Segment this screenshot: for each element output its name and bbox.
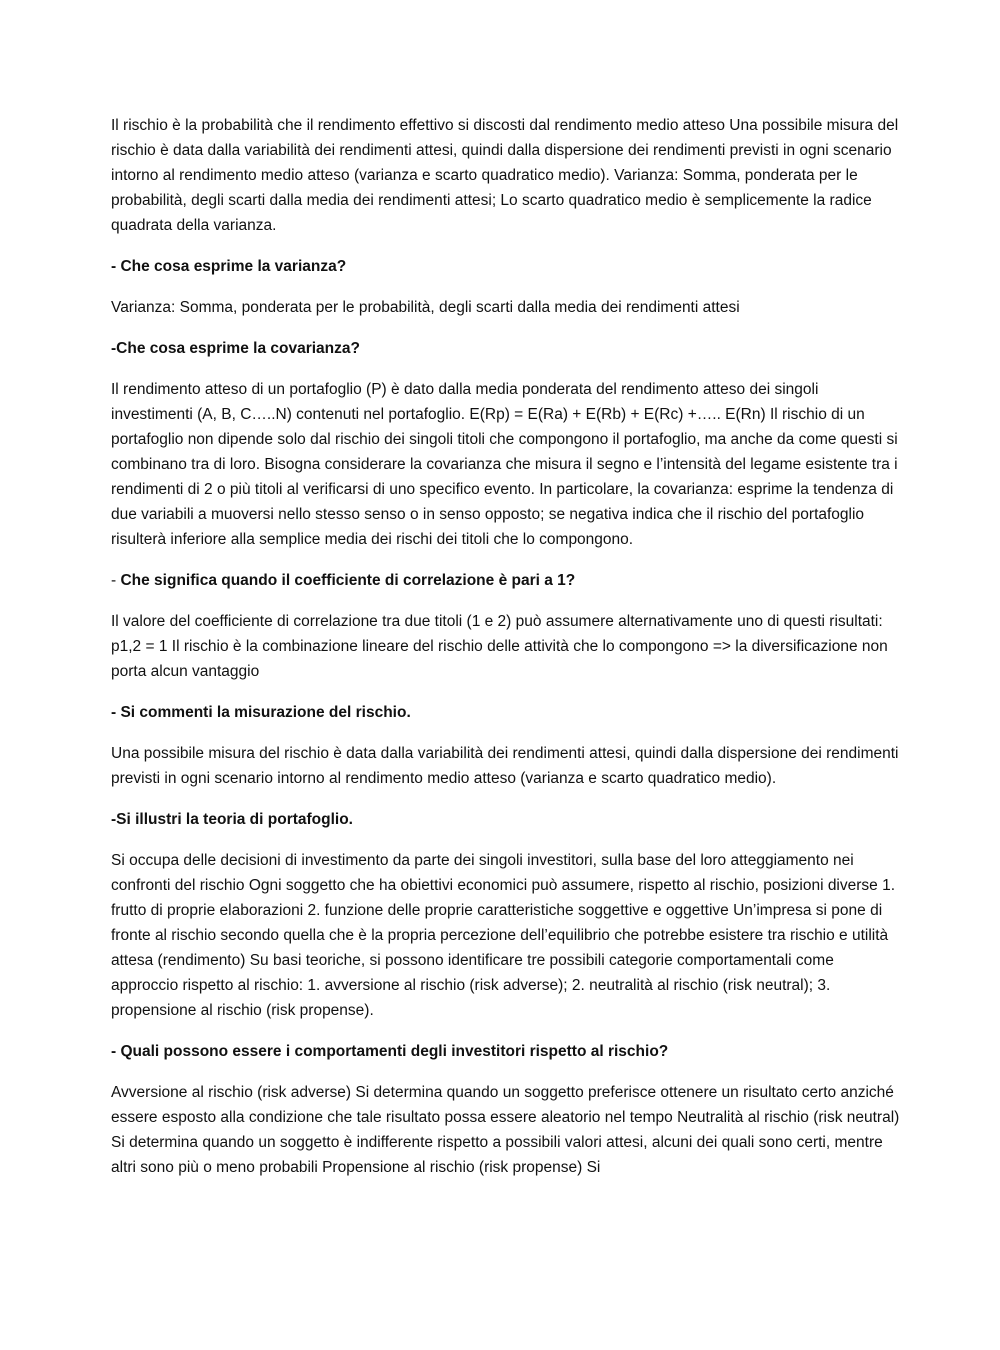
question-heading-correlazione — [111, 568, 901, 593]
question-heading-prefix: - — [111, 572, 121, 589]
answer-paragraph-varianza: Varianza: Somma, ponderata per le probabilità, degli scarti dalla media dei rendimenti attesi — [111, 299, 740, 316]
question-heading-comportamenti: - Quali possono essere i comportamenti degli investitori rispetto al rischio? — [111, 1043, 669, 1060]
document-body — [111, 113, 901, 1196]
answer-paragraph-covarianza: Il rendimento atteso di un portafoglio (P) è dato dalla media ponderata del rendimento atteso dei singoli investimenti (A, B, C…..N) contenuti nel portafoglio. E(Rp) = E(Ra) + E(Rb) + E(Rc) +….. E(Rn) Il rischio di un portafoglio non dipende solo dal rischio dei singoli titoli che compongono il portafoglio, ma anche da come questi si combinano tra di loro. Bisogna considerare la covarianza che misura il segno e l’intensità del legame esistente tra i rendimenti di 2 o più titoli al verificarsi di uno specifico evento. In particolare, la covarianza: esprime la tendenza di due variabili a muoversi nello stesso senso o in senso opposto; se negativa indica che il rischio del portafoglio risulterà inferiore alla semplice media dei rischi dei titoli che lo compongono. — [111, 381, 898, 548]
answer-paragraph-misurazione: Una possibile misura del rischio è data dalla variabilità dei rendimenti attesi, quindi dalla dispersione dei rendimenti previsti in ogni scenario intorno al rendimento medio atteso (varianza e scarto quadratico medio). — [111, 745, 899, 787]
question-heading-misurazione: - Si commenti la misurazione del rischio. — [111, 704, 411, 721]
question-heading-covarianza: -Che cosa esprime la covarianza? — [111, 340, 360, 357]
answer-paragraph-teoria-portafoglio: Si occupa delle decisioni di investimento da parte dei singoli investitori, sulla base del loro atteggiamento nei confronti del rischio Ogni soggetto che ha obiettivi economici può assumere, rispetto al rischio, posizioni diverse 1. frutto di proprie elaborazioni 2. funzione delle proprie caratteristiche soggettive e oggettive Un’impresa si pone di fronte al rischio secondo quella che è la propria percezione dell’equilibrio che potrebbe esistere tra rischio e utilità attesa (rendimento) Su basi teoriche, si possono identificare tre possibili categorie comportamentali come approccio rispetto al rischio: 1. avversione al rischio (risk adverse); 2. neutralità al rischio (risk neutral); 3. propensione al rischio (risk propense). — [111, 852, 896, 1019]
answer-paragraph-comportamenti: Avversione al rischio (risk adverse) Si determina quando un soggetto preferisce ottenere un risultato certo anziché essere esposto alla condizione che tale risultato possa essere aleatorio nel tempo Neutralità al rischio (risk neutral) Si determina quando un soggetto è indifferente rispetto a possibili valori attesi, alcuni dei quali sono certi, mentre altri sono più o meno probabili Propensione al rischio (risk propense) Si — [111, 1084, 900, 1176]
answer-paragraph-correlazione: Il valore del coefficiente di correlazione tra due titoli (1 e 2) può assumere alternativamente uno di questi risultati: p1,2 = 1 Il rischio è la combinazione lineare del rischio delle attività che lo compongono => la diversificazione non porta alcun vantaggio — [111, 613, 888, 680]
intro-paragraph: Il rischio è la probabilità che il rendimento effettivo si discosti dal rendimento medio atteso Una possibile misura del rischio è data dalla variabilità dei rendimenti attesi, quindi dalla dispersione dei rendimenti previsti in ogni scenario intorno al rendimento medio atteso (varianza e scarto quadratico medio). Varianza: Somma, ponderata per le probabilità, degli scarti dalla media dei rendimenti attesi; Lo scarto quadratico medio è semplicemente la radice quadrata della varianza. — [111, 117, 899, 234]
question-heading-varianza: - Che cosa esprime la varianza? — [111, 258, 347, 275]
question-heading-text: Che significa quando il coefficiente di correlazione è pari a 1? — [120, 572, 576, 589]
question-heading-teoria-portafoglio: -Si illustri la teoria di portafoglio. — [111, 811, 353, 828]
